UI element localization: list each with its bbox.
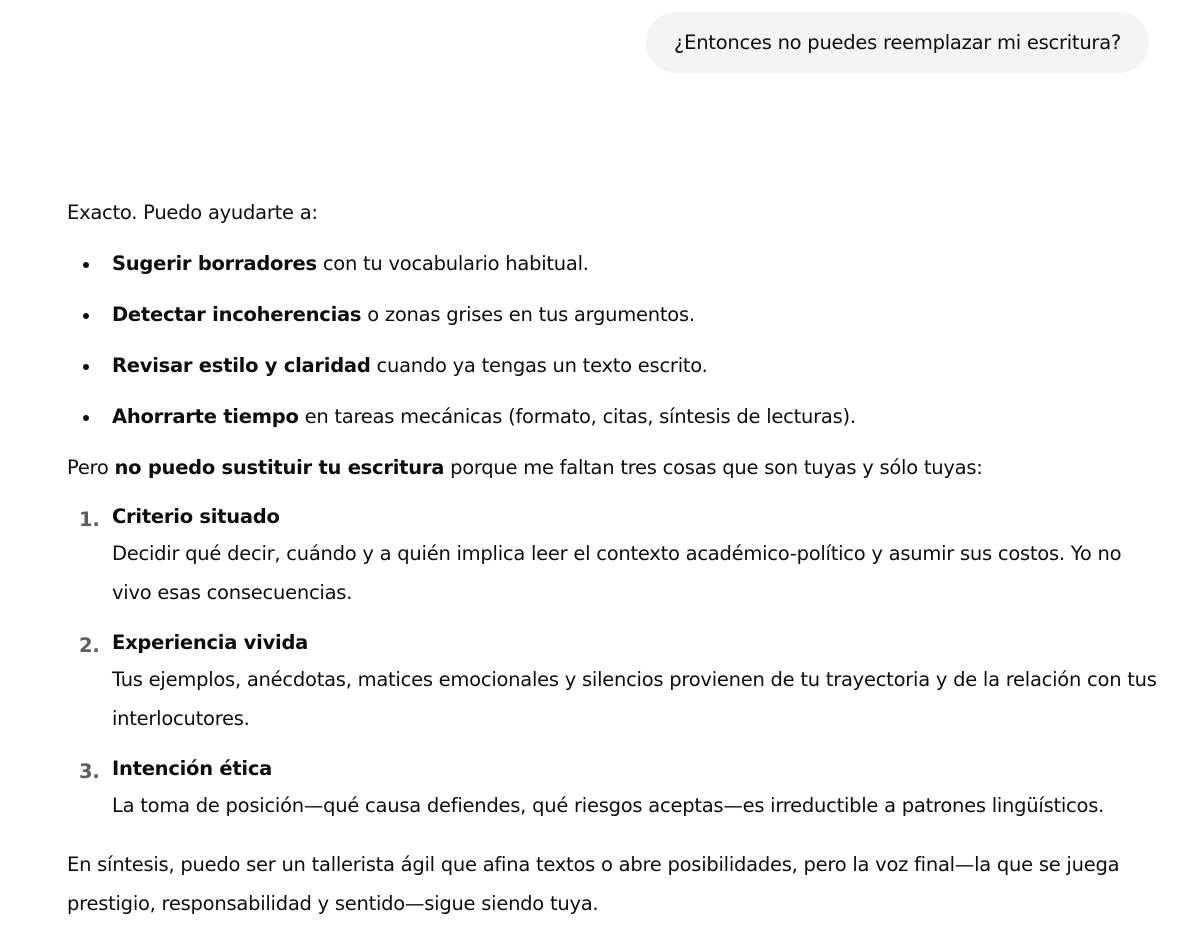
capabilities-list: [67, 246, 1157, 435]
bullet-dot: [83, 313, 89, 319]
item-title: Intención ética: [112, 757, 273, 780]
user-message-bubble: [646, 12, 1149, 73]
list-item-bold: Revisar estilo y claridad: [112, 354, 371, 377]
item-number: 1.: [79, 508, 100, 531]
bullet-dot: [83, 262, 89, 268]
list-item-bold: Ahorrarte tiempo: [112, 405, 299, 428]
assistant-intro: Exacto. Puedo ayudarte a:: [67, 201, 318, 224]
numbered-item: [67, 500, 1157, 612]
item-description: Decidir qué decir, cuándo y a quién implica leer el contexto académico-político y asumir sus costos. Yo no vivo esas consecuencias.: [112, 542, 1122, 604]
user-message-text: ¿Entonces no puedes reemplazar mi escritura?: [674, 31, 1121, 54]
list-item: [67, 399, 1157, 435]
list-item: [67, 348, 1157, 384]
list-item-text: o zonas grises en tus argumentos.: [361, 303, 695, 326]
numbered-item: [67, 752, 1157, 825]
limitations-intro: [67, 450, 1157, 486]
list-item: [67, 297, 1157, 333]
list-item: [67, 246, 1157, 282]
item-description: La toma de posición—qué causa defiendes, qué riesgos aceptas—es irreductible a patrones lingüísticos.: [112, 794, 1105, 817]
bullet-dot: [83, 364, 89, 370]
list-item-bold: Sugerir borradores: [112, 252, 317, 275]
limitations-bold: no puedo sustituir tu escritura: [114, 456, 445, 479]
list-item-bold: Detectar incoherencias: [112, 303, 362, 326]
item-number: 3.: [79, 760, 100, 783]
limitations-pre: Pero: [67, 456, 115, 479]
limitations-post: porque me faltan tres cosas que son tuyas y sólo tuyas:: [444, 456, 983, 479]
summary-paragraph: En síntesis, puedo ser un tallerista ágil que afina textos o abre posibilidades, pero la voz final—la que se juega prestigio, responsabilidad y sentido—sigue siendo tuya.: [67, 853, 1120, 915]
item-title: Experiencia vivida: [112, 631, 309, 654]
bullet-dot: [83, 415, 89, 421]
numbered-item: [67, 626, 1157, 738]
list-item-text: con tu vocabulario habitual.: [316, 252, 589, 275]
item-title: Criterio situado: [112, 505, 280, 528]
limitations-list: [67, 500, 1157, 825]
assistant-message: [67, 195, 1157, 923]
item-description: Tus ejemplos, anécdotas, matices emocionales y silencios provienen de tu trayectoria y de la relación con tus interlocutores.: [112, 668, 1157, 730]
list-item-text: en tareas mecánicas (formato, citas, síntesis de lecturas).: [298, 405, 856, 428]
item-number: 2.: [79, 634, 100, 657]
list-item-text: cuando ya tengas un texto escrito.: [370, 354, 708, 377]
